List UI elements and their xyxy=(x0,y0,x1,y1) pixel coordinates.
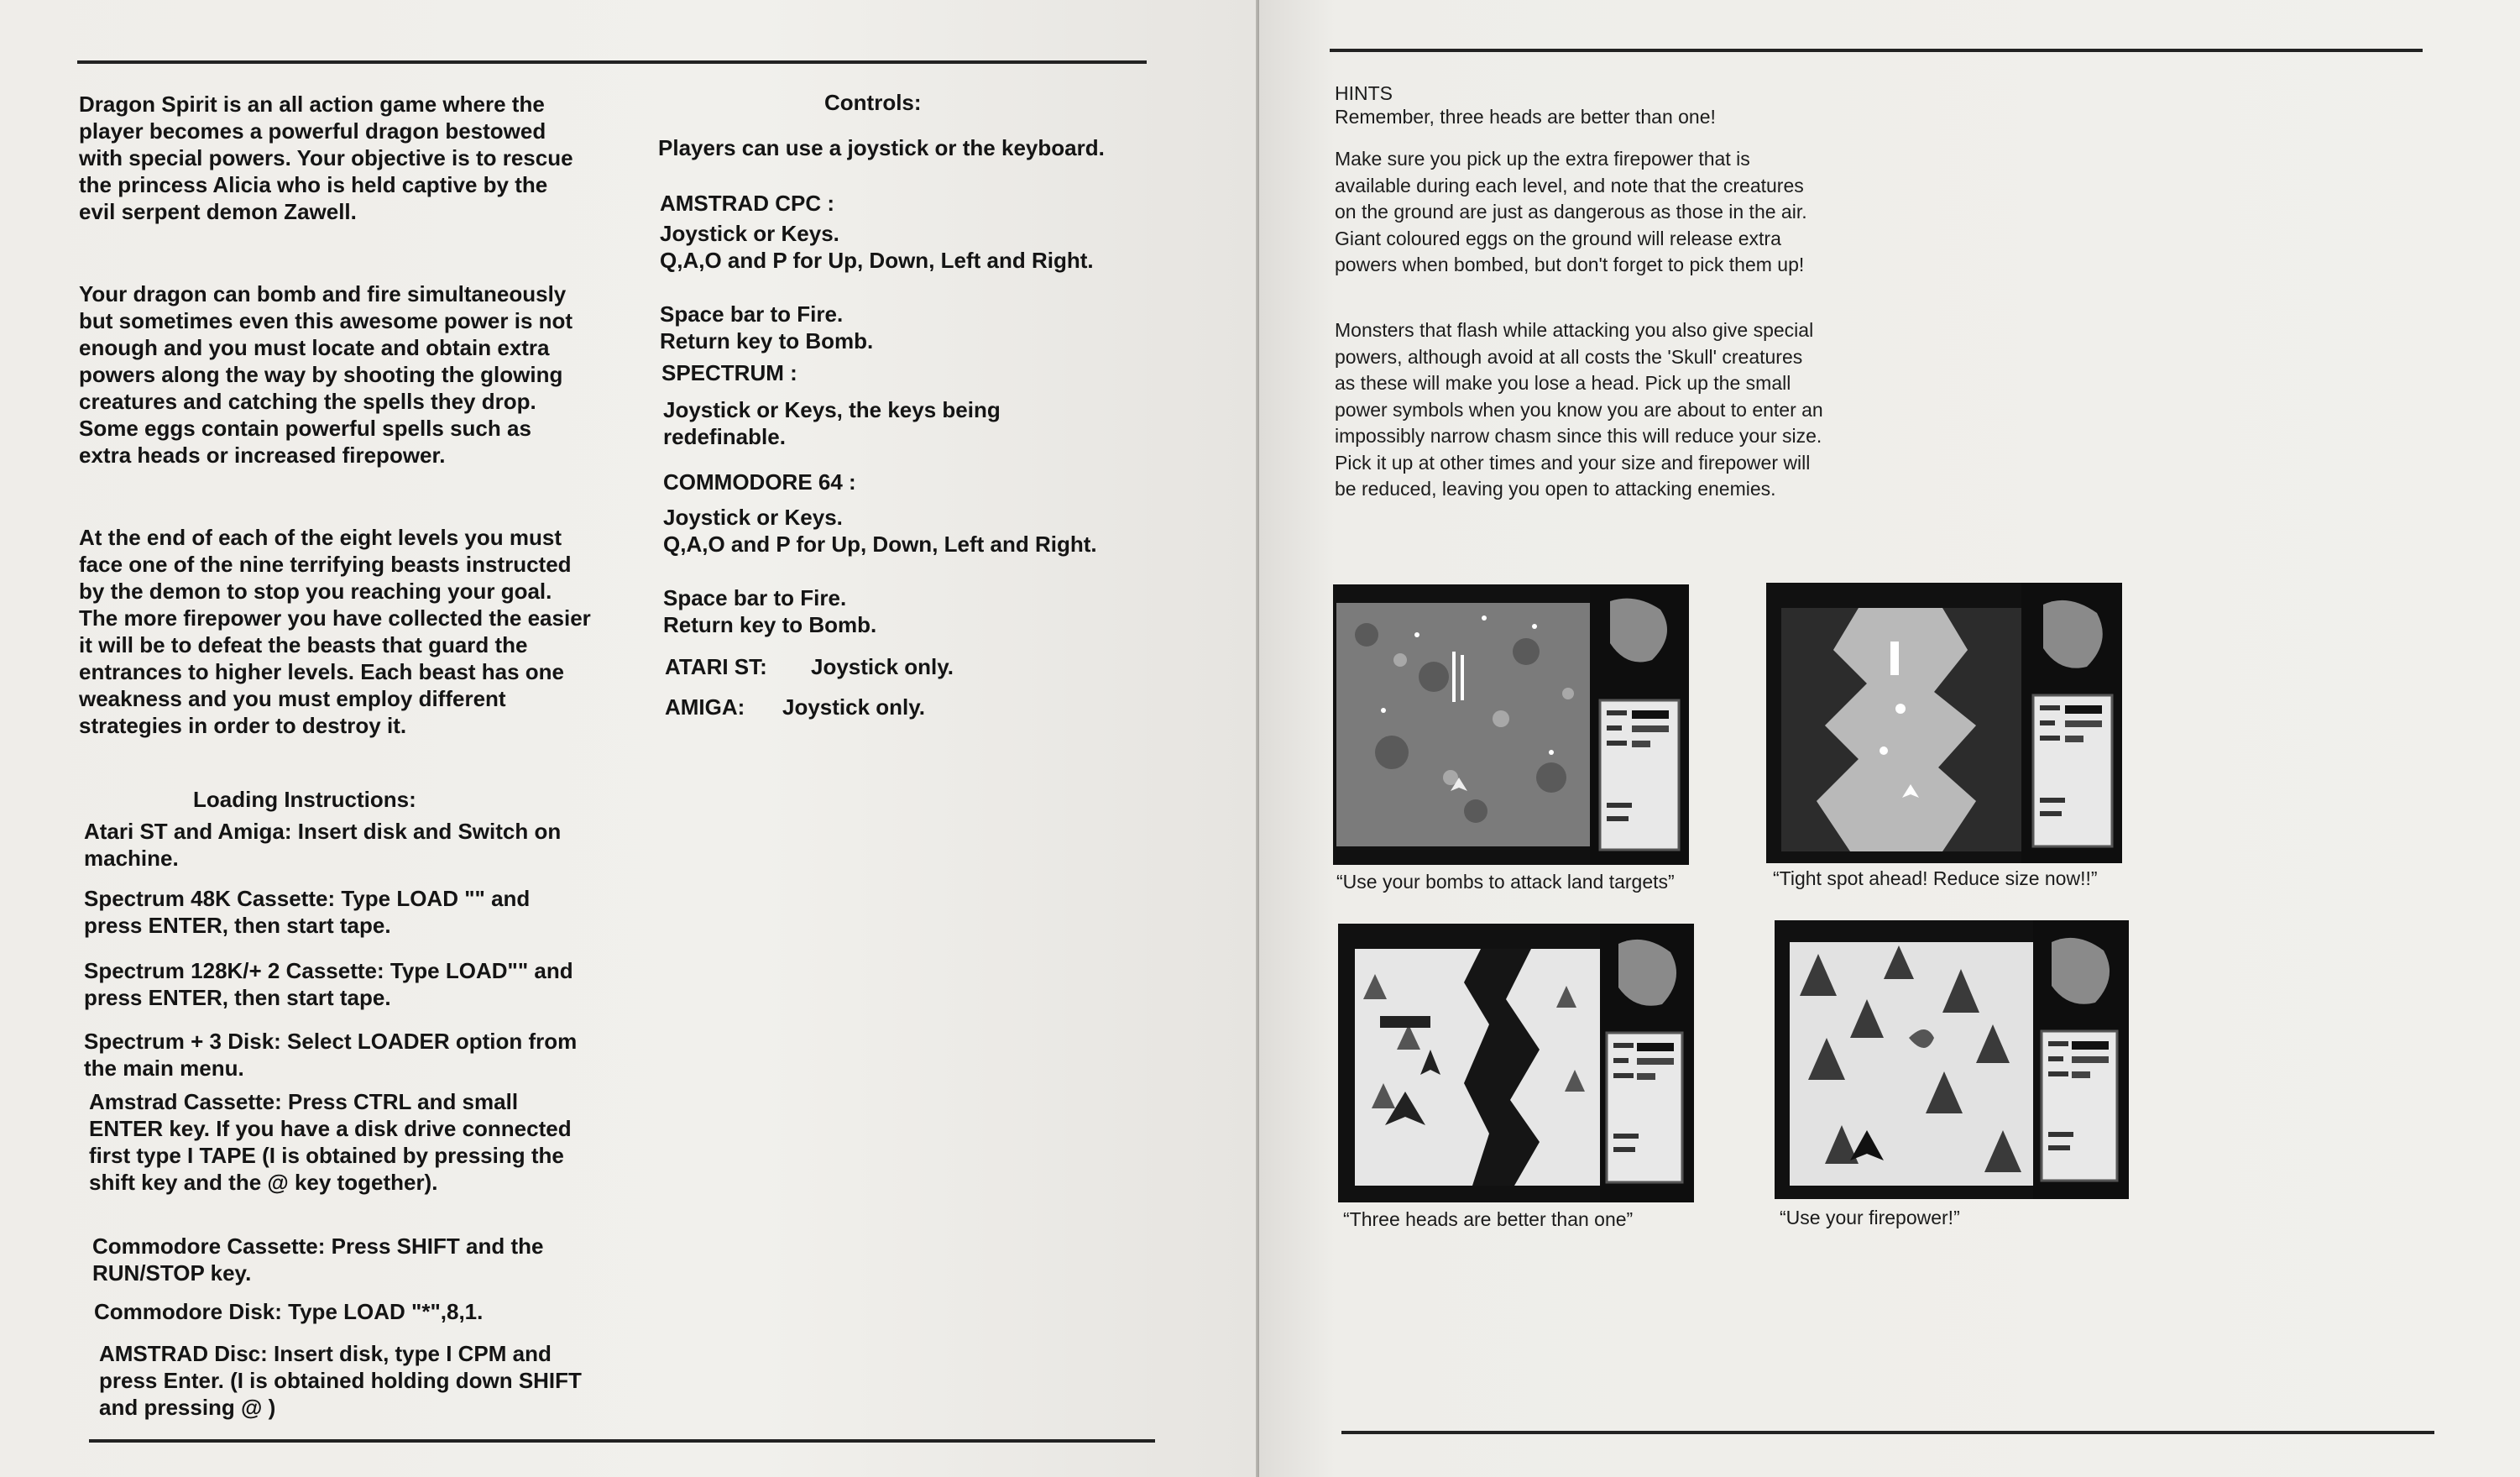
amstrad-line-2: Q,A,O and P for Up, Down, Left and Right. xyxy=(660,248,1094,273)
bottom-rule xyxy=(1341,1431,2434,1434)
intro-paragraph-1: Dragon Spirit is an all action game where the player becomes a powerful dragon bestowed with special powers. Your objective is to rescue the princess Alicia who is held captive by the evil serpent demon Zawell. xyxy=(79,92,573,224)
screenshot-caption-tight-spot: “Tight spot ahead! Reduce size now!!” xyxy=(1773,867,2098,889)
atari-value: Joystick only. xyxy=(811,654,954,679)
loading-heading: Loading Instructions: xyxy=(193,787,416,812)
commodore-line-4: Return key to Bomb. xyxy=(663,612,877,637)
screenshot-bombs xyxy=(1333,584,1689,865)
controls-intro: Players can use a joystick or the keyboard. xyxy=(658,135,1105,160)
commodore-label: COMMODORE 64 : xyxy=(663,469,856,495)
spectrum-line-1: Joystick or Keys, the keys being redefinable. xyxy=(663,397,1001,449)
screenshot-caption-bombs: “Use your bombs to attack land targets” xyxy=(1336,871,1675,893)
loading-item-amstrad-disc: AMSTRAD Disc: Insert disk, type I CPM and press Enter. (I is obtained holding down SHIFT and pressing @ ) xyxy=(99,1341,582,1420)
commodore-line-2: Q,A,O and P for Up, Down, Left and Right. xyxy=(663,532,1097,557)
intro-paragraph-3: At the end of each of the eight levels you must face one of the nine terrifying beasts instructed by the demon to stop you reaching your goal. The more firepower you have collected the easier it will be to defeat the beasts that guard the entrances to higher levels. Each beast has one weakness and you must employ different strategies in order to destroy it. xyxy=(79,525,591,738)
commodore-line-1: Joystick or Keys. xyxy=(663,505,843,530)
amstrad-line-4: Return key to Bomb. xyxy=(660,328,874,354)
amiga-label: AMIGA: xyxy=(665,694,745,720)
game-scene-graphic xyxy=(1775,920,2129,1199)
game-scene-graphic xyxy=(1333,584,1689,865)
loading-item-amstrad-cassette: Amstrad Cassette: Press CTRL and small ENTER key. If you have a disk drive connected first type I TAPE (I is obtained by pressing the shift key and the @ key together). xyxy=(89,1089,572,1195)
hint-paragraph-2: Make sure you pick up the extra firepower that is available during each level, and note that the creatures on the ground are just as dangerous as those in the air. Giant coloured eggs on the ground will release extra powers when bombed, but don't forget to pick them up! xyxy=(1335,148,1807,275)
loading-item-atari-amiga: Atari ST and Amiga: Insert disk and Switch on machine. xyxy=(84,819,562,871)
loading-item-spectrum-128k: Spectrum 128K/+ 2 Cassette: Type LOAD"" and press ENTER, then start tape. xyxy=(84,958,573,1010)
amstrad-label: AMSTRAD CPC : xyxy=(660,191,834,216)
commodore-line-3: Space bar to Fire. xyxy=(663,585,847,610)
loading-item-commodore-cassette: Commodore Cassette: Press SHIFT and the RUN/STOP key. xyxy=(92,1233,544,1286)
left-page xyxy=(0,0,1259,1477)
intro-paragraph-2: Your dragon can bomb and fire simultaneously but sometimes even this awesome power is not enough and you must locate and obtain extra powers along the way by shooting the glowing creatures and catching the spells they drop. Some eggs contain powerful spells such as extra heads or increased firepower. xyxy=(79,281,573,468)
game-scene-graphic xyxy=(1766,583,2122,863)
bottom-rule xyxy=(89,1439,1155,1443)
controls-heading: Controls: xyxy=(824,90,922,115)
hint-paragraph-3: Monsters that flash while attacking you also give special powers, although avoid at all costs the 'Skull' creatures as these will make you lose a head. Pick up the small power symbols when you know you are about to enter an impossibly narrow chasm since this will reduce your size. Pick it up at other times and your size and firepower will be reduced, leaving you open to attacking enemies. xyxy=(1335,319,1823,500)
top-rule xyxy=(1330,49,2423,52)
game-scene-graphic xyxy=(1338,924,1694,1202)
loading-item-commodore-disk: Commodore Disk: Type LOAD "*",8,1. xyxy=(94,1299,484,1324)
screenshot-three-heads xyxy=(1338,924,1694,1202)
amstrad-line-3: Space bar to Fire. xyxy=(660,301,844,327)
top-rule xyxy=(77,60,1147,64)
atari-label: ATARI ST: xyxy=(665,654,767,679)
right-page xyxy=(1259,0,2520,1477)
hints-heading: HINTS xyxy=(1335,82,1393,104)
screenshot-firepower xyxy=(1775,920,2129,1199)
amiga-value: Joystick only. xyxy=(782,694,926,720)
screenshot-caption-firepower: “Use your firepower!” xyxy=(1780,1207,1960,1228)
loading-item-spectrum-3: Spectrum + 3 Disk: Select LOADER option from the main menu. xyxy=(84,1029,578,1081)
loading-item-spectrum-48k: Spectrum 48K Cassette: Type LOAD "" and press ENTER, then start tape. xyxy=(84,886,531,938)
hint-paragraph-1: Remember, three heads are better than one! xyxy=(1335,106,1716,128)
spectrum-label: SPECTRUM : xyxy=(661,360,797,385)
screenshot-tight-spot xyxy=(1766,583,2122,863)
screenshot-caption-three-heads: “Three heads are better than one” xyxy=(1343,1208,1634,1230)
amstrad-line-1: Joystick or Keys. xyxy=(660,221,839,246)
